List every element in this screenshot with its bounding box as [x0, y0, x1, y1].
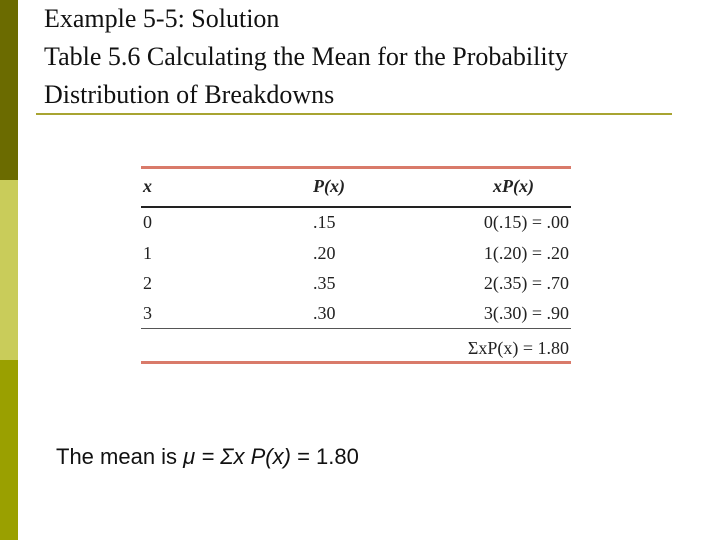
mean-px-term: P(x): [250, 444, 291, 469]
table-top-rule: [141, 166, 571, 169]
header-rule: [141, 206, 571, 208]
table-bottom-rule: [141, 361, 571, 364]
row-2-xp: 2(.35) = .70: [483, 273, 569, 293]
mean-sum-term: = Σx: [195, 444, 251, 469]
row-2-x: 2: [143, 273, 152, 293]
header-x: x: [143, 176, 152, 196]
row-3-p: .30: [313, 303, 336, 323]
row-0-x: 0: [143, 212, 152, 232]
mean-prefix: The mean is: [56, 444, 184, 469]
slide-title: [44, 0, 704, 114]
row-0-xp: 0(.15) = .00: [483, 212, 569, 232]
sum-row: ΣxP(x) = 1.80: [467, 338, 569, 358]
row-2-p: .35: [313, 273, 336, 293]
mean-result: = 1.80: [290, 444, 359, 469]
header-px: P(x): [313, 176, 345, 196]
row-1-xp: 1(.20) = .20: [483, 243, 569, 263]
title-line-3: Distribution of Breakdowns: [44, 80, 335, 109]
row-1-p: .20: [313, 243, 336, 263]
title-line-1: Example 5-5: Solution: [44, 4, 280, 33]
mu-symbol: μ: [183, 444, 196, 469]
header-xpx: xP(x): [493, 176, 534, 196]
side-accent-bar-top: [0, 0, 18, 180]
side-accent-bar-middle: [0, 180, 18, 360]
row-0-p: .15: [313, 212, 336, 232]
row-3-xp: 3(.30) = .90: [483, 303, 569, 323]
title-line-2: Table 5.6 Calculating the Mean for the Probability: [44, 42, 568, 71]
mean-statement: [56, 444, 359, 470]
row-1-x: 1: [143, 243, 152, 263]
side-accent-bar-bottom: [0, 360, 18, 540]
row-3-x: 3: [143, 303, 152, 323]
title-divider: [36, 113, 672, 115]
body-bottom-rule: [141, 328, 571, 329]
